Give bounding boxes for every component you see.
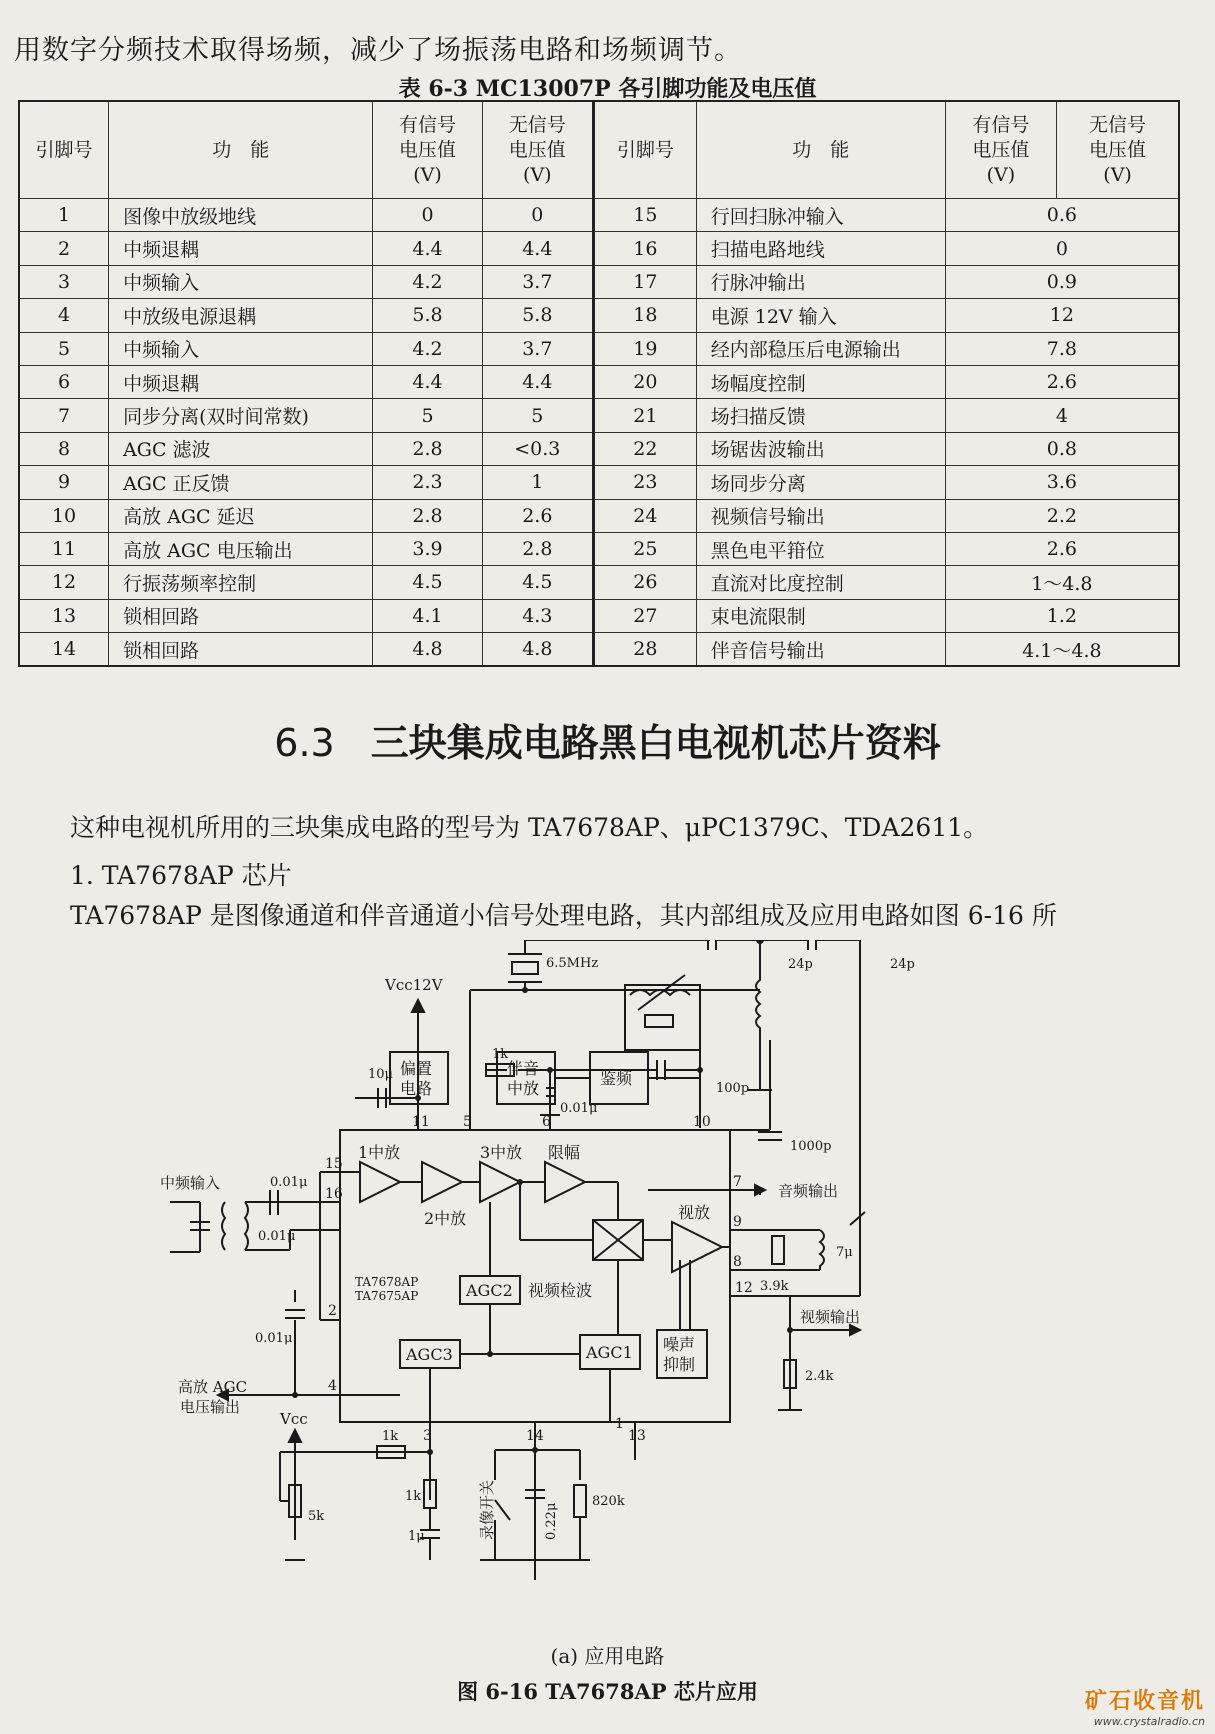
figure-caption: 图 6-16 TA7678AP 芯片应用 <box>457 1679 758 1704</box>
c001-agc-label: 0.01μ <box>255 1331 293 1346</box>
c1000p-label: 1000p <box>790 1139 832 1154</box>
section-heading <box>0 712 1215 767</box>
application-circuit-diagram <box>160 940 980 1640</box>
function-cell: 锁相回路 <box>109 599 373 632</box>
if2-amp <box>422 1162 462 1202</box>
voltage-cell-right: 2.6 <box>945 365 1179 398</box>
coil7u-label: 7μ <box>836 1245 853 1260</box>
header-function-right: 功 能 <box>696 101 945 199</box>
table-row <box>19 466 1179 499</box>
with-signal-cell: 3.9 <box>373 532 482 565</box>
pin-cell: 13 <box>19 599 109 632</box>
pin-8: 8 <box>733 1254 742 1270</box>
r1k-top-label: 1k <box>492 1047 509 1062</box>
without-signal-cell: 5 <box>482 399 593 432</box>
pin-1: 1 <box>615 1416 624 1432</box>
function-cell: 同步分离(双时间常数) <box>109 399 373 432</box>
function-cell: 图像中放级地线 <box>109 199 373 232</box>
section-number: 6.3 <box>274 721 335 765</box>
without-signal-cell: 4.8 <box>482 633 593 667</box>
pin-cell: 9 <box>19 466 109 499</box>
table-row <box>19 532 1179 565</box>
c10u-label: 10μ <box>368 1067 393 1082</box>
pin-3: 3 <box>423 1428 432 1444</box>
table-row <box>19 599 1179 632</box>
table-row <box>19 265 1179 298</box>
pin-voltage-table <box>18 100 1180 667</box>
function-cell: AGC 正反馈 <box>109 466 373 499</box>
table-row <box>19 399 1179 432</box>
function-cell: 中频退耦 <box>109 232 373 265</box>
bias-label-2: 电路 <box>400 1079 433 1098</box>
pin-cell-right: 20 <box>594 365 697 398</box>
if-input-label: 中频输入 <box>160 1174 221 1192</box>
table-row <box>19 432 1179 465</box>
without-signal-cell: 4.5 <box>482 566 593 599</box>
voltage-cell-right: 0.8 <box>945 432 1179 465</box>
audio-out-label: 音频输出 <box>778 1182 839 1200</box>
function-cell-right: 经内部稳压后电源输出 <box>696 332 945 365</box>
noise-label-1: 噪声 <box>663 1335 696 1354</box>
voltage-cell-right: 7.8 <box>945 332 1179 365</box>
function-cell-right: 行脉冲输出 <box>696 265 945 298</box>
pin-cell-right: 17 <box>594 265 697 298</box>
header-pin-right: 引脚号 <box>594 101 697 199</box>
watermark-url: www.crystalradio.cn <box>1093 1715 1205 1728</box>
agc3-label: AGC3 <box>406 1345 453 1364</box>
table-row <box>19 633 1179 667</box>
pot5k-label: 5k <box>308 1509 325 1524</box>
pin-cell: 14 <box>19 633 109 667</box>
header-function: 功 能 <box>109 101 373 199</box>
video-out-label: 视频输出 <box>800 1308 861 1326</box>
agc1-label: AGC1 <box>586 1343 633 1362</box>
record-switch-label: 录像开关 <box>478 1479 496 1540</box>
function-cell: 中频退耦 <box>109 365 373 398</box>
r39k-label: 3.9k <box>760 1279 789 1294</box>
block-labels <box>355 1059 710 1374</box>
pin-cell-right: 21 <box>594 399 697 432</box>
crystal-label: 6.5MHz <box>546 956 599 971</box>
pin-14: 14 <box>526 1428 544 1444</box>
paragraph-subheading: 1. TA7678AP 芯片 <box>70 861 292 890</box>
r1k-v-label: 1k <box>405 1489 422 1504</box>
pin-cell: 5 <box>19 332 109 365</box>
table-row <box>19 365 1179 398</box>
r24k-label: 2.4k <box>805 1369 834 1384</box>
header-without-signal: 无信号 电压值 (V) <box>482 101 593 199</box>
table-row <box>19 199 1179 232</box>
pin-cell-right: 19 <box>594 332 697 365</box>
pin-cell-right: 25 <box>594 532 697 565</box>
with-signal-cell: 4.2 <box>373 332 482 365</box>
function-cell-right: 伴音信号输出 <box>696 633 945 667</box>
component-labels <box>255 956 915 1544</box>
voltage-cell-right: 4 <box>945 399 1179 432</box>
table-header-row <box>19 101 1179 199</box>
pin-cell: 4 <box>19 299 109 332</box>
pin-cell: 8 <box>19 432 109 465</box>
with-signal-cell: 4.2 <box>373 265 482 298</box>
pin-13: 13 <box>628 1428 646 1444</box>
vcc-label: Vcc <box>280 1410 308 1428</box>
pin-10: 10 <box>693 1114 711 1130</box>
pin-cell-right: 22 <box>594 432 697 465</box>
function-cell-right: 黑色电平箝位 <box>696 532 945 565</box>
function-cell: AGC 滤波 <box>109 432 373 465</box>
c001-in2-label: 0.01μ <box>258 1229 296 1244</box>
table-row <box>19 566 1179 599</box>
pin-5: 5 <box>463 1114 472 1130</box>
if1-amp <box>360 1162 400 1202</box>
chip-model-1: TA7678AP <box>355 1275 419 1289</box>
noise-label-2: 抑制 <box>663 1355 696 1374</box>
header-with-signal-right: 有信号 电压值 (V) <box>945 101 1056 199</box>
pin-cell-right: 26 <box>594 566 697 599</box>
c001-in1-label: 0.01μ <box>270 1175 308 1190</box>
with-signal-cell: 4.8 <box>373 633 482 667</box>
table-row <box>19 499 1179 532</box>
table-row <box>19 332 1179 365</box>
circuit-wires <box>170 940 865 1580</box>
voltage-cell-right: 0.9 <box>945 265 1179 298</box>
without-signal-cell: 0 <box>482 199 593 232</box>
function-cell: 中频输入 <box>109 332 373 365</box>
pin-cell-right: 28 <box>594 633 697 667</box>
with-signal-cell: 5.8 <box>373 299 482 332</box>
pin-cell-right: 27 <box>594 599 697 632</box>
paragraph-chip-description: TA7678AP 是图像通道和伴音通道小信号处理电路，其内部组成及应用电路如图 6-16 所 <box>70 901 1057 930</box>
chip-model-2: TA7675AP <box>355 1289 419 1303</box>
with-signal-cell: 2.3 <box>373 466 482 499</box>
limiter-amp <box>545 1162 585 1202</box>
function-cell-right: 行回扫脉冲输入 <box>696 199 945 232</box>
pin-cell: 2 <box>19 232 109 265</box>
voltage-cell-right: 0 <box>945 232 1179 265</box>
function-cell-right: 直流对比度控制 <box>696 566 945 599</box>
function-cell-right: 场锯齿波输出 <box>696 432 945 465</box>
function-cell-right: 束电流限制 <box>696 599 945 632</box>
pin-15: 15 <box>325 1156 343 1172</box>
function-cell: 高放 AGC 电压输出 <box>109 532 373 565</box>
without-signal-cell: 1 <box>482 466 593 499</box>
voltage-cell-right: 1.2 <box>945 599 1179 632</box>
pin-cell-right: 24 <box>594 499 697 532</box>
pin-7: 7 <box>733 1174 742 1190</box>
header-without-signal-right: 无信号 电压值 (V) <box>1057 101 1179 199</box>
with-signal-cell: 4.1 <box>373 599 482 632</box>
pin-cell-right: 23 <box>594 466 697 499</box>
vcc12-label: Vcc12V <box>385 976 443 994</box>
pin-9: 9 <box>733 1214 742 1230</box>
header-pin: 引脚号 <box>19 101 109 199</box>
function-cell-right: 电源 12V 输入 <box>696 299 945 332</box>
pin-cell: 7 <box>19 399 109 432</box>
with-signal-cell: 4.4 <box>373 232 482 265</box>
sound-if-label-2: 中放 <box>507 1079 540 1098</box>
pin-16: 16 <box>325 1186 343 1202</box>
function-cell: 中放级电源退耦 <box>109 299 373 332</box>
without-signal-cell: <0.3 <box>482 432 593 465</box>
pin-4: 4 <box>328 1378 337 1394</box>
pin-cell: 10 <box>19 499 109 532</box>
limiter-label: 限幅 <box>548 1143 581 1162</box>
function-cell-right: 扫描电路地线 <box>696 232 945 265</box>
r820k-label: 820k <box>592 1494 625 1509</box>
section-title: 三块集成电路黑白电视机芯片资料 <box>370 721 941 765</box>
agc2-label: AGC2 <box>466 1281 513 1300</box>
pin-cell-right: 16 <box>594 232 697 265</box>
voltage-cell-right: 2.6 <box>945 532 1179 565</box>
c24p-a-label: 24p <box>788 957 813 972</box>
table-row <box>19 232 1179 265</box>
function-cell: 中频输入 <box>109 265 373 298</box>
voltage-cell-right: 0.6 <box>945 199 1179 232</box>
with-signal-cell: 4.4 <box>373 365 482 398</box>
without-signal-cell: 3.7 <box>482 332 593 365</box>
header-with-signal: 有信号 电压值 (V) <box>373 101 482 199</box>
function-cell-right: 场同步分离 <box>696 466 945 499</box>
site-watermark <box>1085 1684 1205 1728</box>
function-cell-right: 场幅度控制 <box>696 365 945 398</box>
intro-paragraph: 用数字分频技术取得场频，减少了场振荡电路和场频调节。 <box>14 35 742 66</box>
subfigure-caption: (a) 应用电路 <box>550 1644 665 1668</box>
if1-label: 1中放 <box>358 1143 401 1162</box>
rf-agc-label-1: 高放 AGC <box>178 1378 248 1396</box>
pin-cell: 1 <box>19 199 109 232</box>
discriminator-label: 鉴频 <box>600 1069 633 1088</box>
if3-label: 3中放 <box>480 1143 523 1162</box>
table-caption: 表 6-3 MC13007P 各引脚功能及电压值 <box>398 76 817 102</box>
with-signal-cell: 2.8 <box>373 499 482 532</box>
rf-agc-label-2: 电压输出 <box>180 1398 241 1416</box>
voltage-cell-right: 1～4.8 <box>945 566 1179 599</box>
if3-amp <box>480 1162 520 1202</box>
c022-label: 0.22μ <box>544 1502 559 1540</box>
table-row <box>19 299 1179 332</box>
with-signal-cell: 0 <box>373 199 482 232</box>
without-signal-cell: 5.8 <box>482 299 593 332</box>
function-cell-right: 视频信号输出 <box>696 499 945 532</box>
function-cell: 锁相回路 <box>109 633 373 667</box>
with-signal-cell: 2.8 <box>373 432 482 465</box>
with-signal-cell: 4.5 <box>373 566 482 599</box>
bias-label-1: 偏置 <box>400 1059 433 1078</box>
pin-12: 12 <box>735 1280 753 1296</box>
r1k-h-label: 1k <box>382 1429 399 1444</box>
pin-2: 2 <box>328 1303 337 1319</box>
without-signal-cell: 2.6 <box>482 499 593 532</box>
without-signal-cell: 3.7 <box>482 265 593 298</box>
pin-cell: 11 <box>19 532 109 565</box>
watermark-cn: 矿石收音机 <box>1084 1689 1205 1714</box>
without-signal-cell: 4.3 <box>482 599 593 632</box>
pin-cell: 3 <box>19 265 109 298</box>
pin-cell: 12 <box>19 566 109 599</box>
sound-if-label-1: 伴音 <box>507 1059 540 1078</box>
function-cell: 行振荡频率控制 <box>109 566 373 599</box>
function-cell: 高放 AGC 延迟 <box>109 499 373 532</box>
voltage-cell-right: 2.2 <box>945 499 1179 532</box>
c001a-label: 0.01μ <box>560 1101 598 1116</box>
without-signal-cell: 4.4 <box>482 232 593 265</box>
voltage-cell-right: 12 <box>945 299 1179 332</box>
voltage-cell-right: 4.1～4.8 <box>945 633 1179 667</box>
if2-label: 2中放 <box>424 1209 467 1228</box>
video-detector-label: 视频检波 <box>528 1281 593 1300</box>
without-signal-cell: 4.4 <box>482 365 593 398</box>
voltage-cell-right: 3.6 <box>945 466 1179 499</box>
pin-11: 11 <box>412 1114 430 1130</box>
with-signal-cell: 5 <box>373 399 482 432</box>
c24p-b-label: 24p <box>890 957 915 972</box>
paragraph-chip-models: 这种电视机所用的三块集成电路的型号为 TA7678AP、μPC1379C、TDA2611。 <box>70 813 989 842</box>
pin-6: 6 <box>542 1114 551 1130</box>
pin-cell-right: 18 <box>594 299 697 332</box>
without-signal-cell: 2.8 <box>482 532 593 565</box>
c100p-label: 100p <box>716 1081 750 1096</box>
c1u-label: 1μ <box>408 1529 425 1544</box>
function-cell-right: 场扫描反馈 <box>696 399 945 432</box>
pin-cell: 6 <box>19 365 109 398</box>
video-amp-label: 视放 <box>678 1203 711 1222</box>
pin-cell-right: 15 <box>594 199 697 232</box>
